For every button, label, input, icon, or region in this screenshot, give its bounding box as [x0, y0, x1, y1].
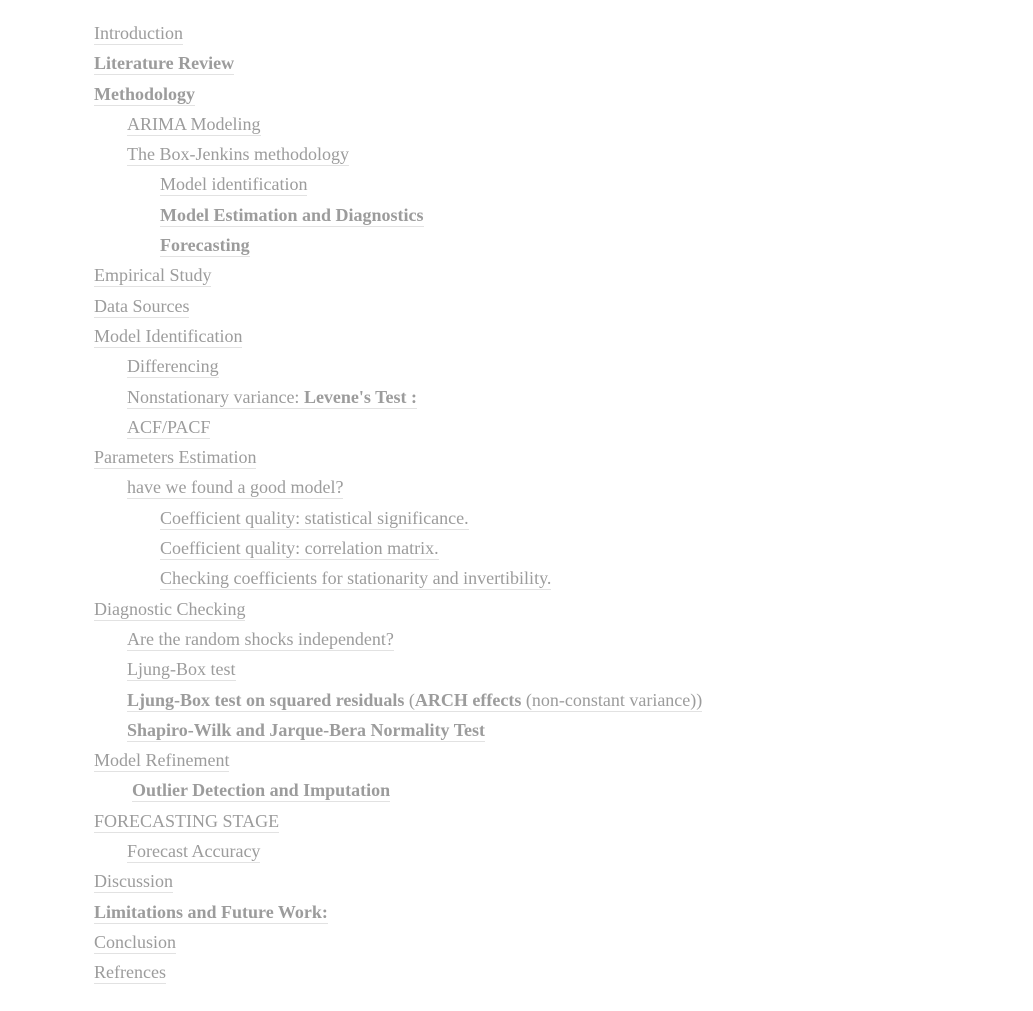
toc-item-model-refinement [94, 747, 702, 777]
toc-link-text: Introduction [94, 23, 183, 43]
toc-link-text: Model Refinement [94, 750, 230, 771]
toc-link[interactable] [94, 53, 234, 75]
toc-link-text: Limitations and Future Work: [94, 901, 328, 922]
toc-item-good-model [94, 474, 702, 504]
toc-item-parameters-estimation [94, 444, 702, 474]
toc-link[interactable] [94, 750, 229, 772]
toc-link[interactable] [127, 720, 485, 742]
toc-item-differencing [94, 353, 702, 383]
toc-link-text-bold: Levene's Test : [303, 386, 417, 407]
toc-item-normality-test [94, 717, 702, 747]
toc-link[interactable] [94, 326, 242, 348]
toc-link-text: Ljung-Box test [127, 659, 236, 680]
toc-item-data-sources [94, 293, 702, 323]
toc-item-model-identification [94, 323, 702, 353]
toc-link[interactable] [127, 114, 261, 136]
toc-item-outlier-detection [94, 777, 702, 807]
toc-link-text: Outlier Detection and Imputation [132, 780, 391, 801]
toc-item-diagnostic-checking [94, 596, 702, 626]
toc-link-text: Differencing [127, 356, 219, 377]
toc-link[interactable] [127, 841, 260, 863]
toc-link[interactable] [160, 235, 250, 257]
toc-item-arima-modeling [94, 111, 702, 141]
toc-link-text: Discussion [94, 871, 174, 892]
toc-link[interactable] [127, 659, 236, 681]
toc-link[interactable] [94, 265, 211, 287]
toc-link[interactable] [160, 508, 469, 530]
toc-item-coef-significance [94, 505, 702, 535]
toc-link[interactable] [94, 932, 176, 954]
toc-link[interactable] [160, 205, 424, 227]
toc-link[interactable] [160, 174, 307, 196]
toc-item-acf-pacf [94, 414, 702, 444]
toc-item-coef-stationarity [94, 565, 702, 595]
toc-link[interactable] [127, 144, 349, 166]
toc-link-text: Checking coefficients for stationarity and invertibility. [160, 568, 552, 589]
toc-item-references [94, 959, 702, 989]
toc-link-text: Conclusion [94, 931, 177, 952]
toc-link[interactable] [127, 356, 219, 378]
toc-item-ljung-box [94, 656, 702, 686]
toc-link-text: have we found a good model? [127, 477, 344, 498]
toc-link-text: Parameters Estimation [94, 447, 257, 468]
toc-item-coef-correlation [94, 535, 702, 565]
toc-item-methodology [94, 81, 702, 111]
toc-link-text: Nonstationary variance: [127, 386, 304, 407]
toc-link[interactable] [94, 962, 166, 984]
toc-item-ljung-box-squared [94, 687, 702, 717]
toc-link[interactable] [127, 417, 210, 439]
toc-link[interactable] [94, 811, 279, 833]
toc-item-limitations [94, 899, 702, 929]
toc-link-text: ( [404, 689, 415, 710]
toc-link-text: Model Identification [94, 325, 243, 346]
toc-link[interactable] [94, 84, 195, 106]
toc-link-text: Coefficient quality: correlation matrix. [160, 538, 439, 559]
toc-link-text-bold: Ljung-Box test on squared residuals [127, 689, 405, 710]
toc-link-text: Literature Review [94, 53, 235, 74]
toc-link-text: ARIMA Modeling [127, 113, 261, 134]
toc-item-forecasting-stage [94, 808, 702, 838]
toc-link-text: The Box-Jenkins methodology [127, 144, 349, 165]
toc-item-model-identification-sub [94, 171, 702, 201]
toc-link[interactable] [94, 871, 173, 893]
toc-link-text: Refrences [94, 962, 166, 983]
toc-item-empirical-study [94, 262, 702, 292]
toc-link-text: Model Estimation and Diagnostics [160, 204, 424, 225]
toc-link[interactable] [94, 23, 183, 45]
toc-link[interactable] [160, 538, 439, 560]
toc-link-text: Diagnostic Checking [94, 598, 246, 619]
toc-link-text: FORECASTING STAGE [94, 810, 280, 831]
toc-link-text: Data Sources [94, 295, 190, 316]
toc-item-literature-review [94, 50, 702, 80]
toc-item-forecast-accuracy [94, 838, 702, 868]
toc-item-introduction [94, 20, 702, 50]
toc-link-text: Forecasting [160, 235, 250, 256]
toc-item-nonstationary-variance [94, 384, 702, 414]
toc-link-text: Coefficient quality: statistical significance. [160, 507, 469, 528]
toc-link[interactable] [127, 690, 702, 712]
toc-link[interactable] [94, 599, 245, 621]
toc-link-text: ACF/PACF [127, 416, 211, 437]
table-of-contents [94, 20, 702, 990]
toc-item-conclusion [94, 929, 702, 959]
toc-link[interactable] [127, 477, 343, 499]
toc-link[interactable] [94, 296, 189, 318]
toc-item-discussion [94, 868, 702, 898]
toc-link-text: (non-constant variance)) [521, 689, 703, 710]
toc-link-text: Empirical Study [94, 265, 212, 286]
toc-link-text: Shapiro-Wilk and Jarque-Bera Normality Test [127, 719, 486, 740]
toc-link[interactable] [94, 447, 256, 469]
toc-link[interactable] [132, 780, 390, 802]
toc-link-text: Model identification [160, 174, 308, 195]
toc-link-text: Are the random shocks independent? [127, 628, 394, 649]
toc-link[interactable] [127, 387, 417, 409]
toc-link[interactable] [160, 568, 551, 590]
toc-link[interactable] [127, 629, 394, 651]
toc-link-text: Methodology [94, 83, 195, 104]
toc-link-text-bold: ARCH effects [414, 689, 522, 710]
toc-item-model-estimation [94, 202, 702, 232]
toc-link[interactable] [94, 902, 328, 924]
toc-item-forecasting [94, 232, 702, 262]
toc-link-text: Forecast Accuracy [127, 841, 261, 862]
toc-item-box-jenkins [94, 141, 702, 171]
toc-item-random-shocks [94, 626, 702, 656]
